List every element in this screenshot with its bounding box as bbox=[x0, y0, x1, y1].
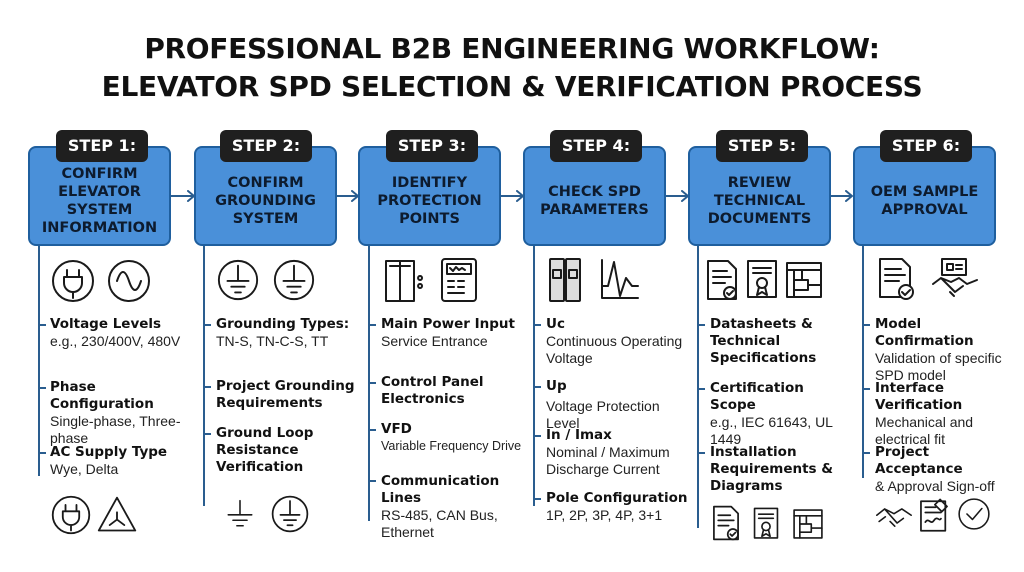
arrow-right-icon bbox=[499, 190, 525, 202]
list-item: Uc Continuous Operating Voltage bbox=[546, 316, 683, 366]
step-6-connector bbox=[862, 246, 864, 478]
check-circle-icon bbox=[956, 496, 992, 532]
elevator-door-icon bbox=[382, 258, 426, 304]
step-5-tag: STEP 5: bbox=[716, 130, 808, 162]
list-item: Grounding Types: TN-S, TN-C-S, TT bbox=[216, 316, 350, 349]
step-4-title: CHECK SPD PARAMETERS bbox=[540, 184, 649, 218]
title-line-2: ELEVATOR SPD SELECTION & VERIFICATION PROCESS bbox=[101, 70, 923, 103]
list-item: Installation Requirements & Diagrams bbox=[710, 444, 834, 494]
plug-icon bbox=[50, 494, 92, 536]
step-6-tag: STEP 6: bbox=[880, 130, 972, 162]
certificate-icon bbox=[750, 506, 782, 542]
list-item: Certification Scope e.g., IEC 61643, UL 1449 bbox=[710, 380, 833, 447]
step-4-connector bbox=[533, 246, 535, 506]
step-1-title: CONFIRM ELEVATOR SYSTEM INFORMATION bbox=[41, 166, 158, 236]
control-panel-icon bbox=[434, 256, 484, 304]
step-6-title: OEM SAMPLE APPROVAL bbox=[870, 184, 979, 218]
list-item: Ground Loop Resistance Verification bbox=[216, 425, 314, 475]
list-item: Main Power Input Service Entrance bbox=[381, 316, 515, 349]
list-item: VFD Variable Frequency Drive bbox=[381, 421, 522, 453]
delta-wye-icon bbox=[96, 494, 138, 536]
list-item: Phase Configuration Single-phase, Three-phase bbox=[50, 379, 181, 446]
list-item: Model Confirmation Validation of specific SPD model bbox=[875, 316, 1002, 383]
sine-wave-icon bbox=[106, 258, 152, 304]
list-item: Datasheets & Technical Specifications bbox=[710, 316, 817, 366]
list-item: Control Panel Electronics bbox=[381, 374, 484, 407]
list-item: Project Acceptance & Approval Sign-off bbox=[875, 444, 995, 494]
certificate-icon bbox=[744, 258, 780, 302]
blueprint-icon bbox=[784, 258, 824, 302]
step-4-tag: STEP 4: bbox=[550, 130, 642, 162]
handshake-icon bbox=[930, 256, 980, 302]
title-line-1: PROFESSIONAL B2B ENGINEERING WORKFLOW: bbox=[144, 32, 880, 65]
spd-module-icon bbox=[546, 256, 586, 304]
list-item: In / Imax Nominal / Maximum Discharge Current bbox=[546, 427, 670, 477]
page-title bbox=[0, 30, 1024, 106]
list-item: AC Supply Type Wye, Delta bbox=[50, 444, 168, 477]
arrow-right-icon bbox=[334, 190, 360, 202]
ground-icon bbox=[272, 258, 316, 302]
arrow-right-icon bbox=[170, 190, 196, 202]
list-item: Up Voltage Protection Level bbox=[546, 378, 660, 431]
step-3-title: IDENTIFY PROTECTION POINTS bbox=[377, 175, 482, 227]
plug-icon bbox=[50, 258, 96, 304]
list-item: Communication Lines RS-485, CAN Bus, Ethernet bbox=[381, 473, 500, 540]
step-1-connector bbox=[38, 246, 40, 476]
handshake-icon bbox=[874, 498, 914, 534]
approval-document-icon bbox=[876, 256, 918, 302]
step-3-tag: STEP 3: bbox=[386, 130, 478, 162]
list-item: Voltage Levels e.g., 230/400V, 480V bbox=[50, 316, 181, 349]
step-2-tag: STEP 2: bbox=[220, 130, 312, 162]
arrow-right-icon bbox=[664, 190, 690, 202]
step-5-connector bbox=[697, 246, 699, 528]
list-item: Pole Configuration 1P, 2P, 3P, 4P, 3+1 bbox=[546, 490, 688, 523]
surge-waveform-icon bbox=[596, 256, 642, 304]
signed-document-icon bbox=[914, 496, 954, 536]
step-2-connector bbox=[203, 246, 205, 506]
arrow-right-icon bbox=[828, 190, 854, 202]
list-item: Project Grounding Requirements bbox=[216, 378, 355, 411]
list-item: Interface Verification Mechanical and electrical fit bbox=[875, 380, 974, 447]
ground-icon bbox=[270, 494, 310, 534]
step-1-tag: STEP 1: bbox=[56, 130, 148, 162]
ground-icon bbox=[222, 496, 258, 532]
ground-icon bbox=[216, 258, 260, 302]
datasheet-icon bbox=[704, 258, 740, 302]
step-5-title: REVIEW TECHNICAL DOCUMENTS bbox=[707, 175, 812, 227]
datasheet-icon bbox=[710, 504, 742, 542]
blueprint-icon bbox=[790, 506, 826, 542]
step-2-title: CONFIRM GROUNDING SYSTEM bbox=[215, 175, 316, 227]
